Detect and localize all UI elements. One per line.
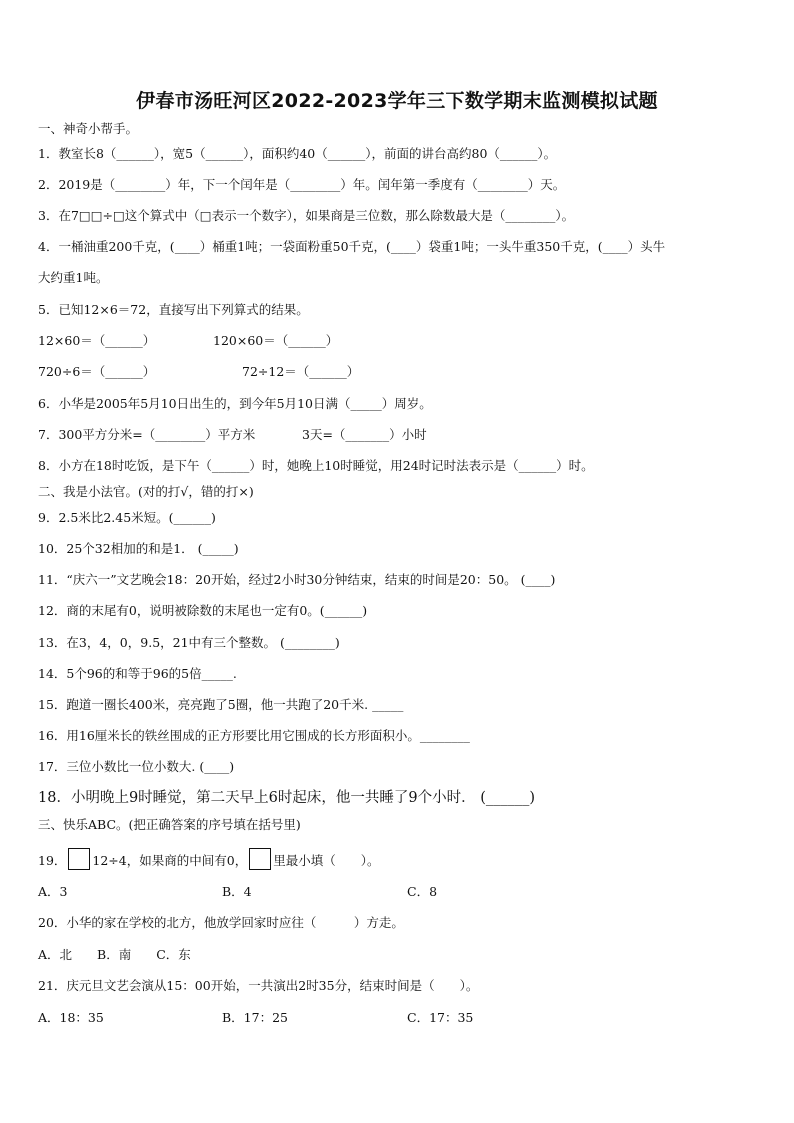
question-5-item-3: 720÷6＝（______） [38, 364, 156, 379]
question-17: 17．三位小数比一位小数大. (____) [38, 759, 235, 774]
question-2: 2．2019是（________）年，下一个闰年是（________）年。闰年第一季度有（________）天。 [38, 177, 566, 192]
question-19 [38, 848, 379, 870]
question-19-text-end: 里最小填（ ）。 [273, 853, 380, 868]
question-11: 11．“庆六一”文艺晚会18：20开始，经过2小时30分钟结束，结束的时间是20：50。 (____) [38, 572, 556, 587]
question-9: 9．2.5米比2.45米短。(______) [38, 510, 216, 525]
section-3-heading: 三、快乐ABC。(把正确答案的序号填在括号里) [38, 817, 301, 832]
question-8: 8．小方在18时吃饭，是下午（______）时，她晚上10时睡觉，用24时记时法表示是（______）时。 [38, 458, 594, 473]
section-2-heading: 二、我是小法官。(对的打√，错的打×) [38, 484, 254, 499]
question-19-text: 12÷4，如果商的中间有0， [92, 853, 248, 868]
question-5-item-4: 72÷12＝（______） [242, 364, 360, 379]
question-19-option-b: B．4 [222, 884, 252, 899]
question-19-number: 19． [38, 853, 67, 868]
question-18: 18．小明晚上9时睡觉，第二天早上6时起床，他一共睡了9个小时． (______) [38, 790, 536, 806]
question-21-option-a: A．18：35 [38, 1010, 104, 1025]
question-15: 15．跑道一圈长400米，亮亮跑了5圈，他一共跑了20千米. _____ [38, 697, 404, 712]
question-3: 3．在7□□÷□这个算式中（□表示一个数字），如果商是三位数，那么除数最大是（________）。 [38, 208, 575, 223]
question-12: 12．商的末尾有0，说明被除数的末尾也一定有0。(______) [38, 603, 368, 618]
answer-blank-box [249, 848, 271, 870]
question-20-options: A．北 B．南 C．东 [38, 947, 191, 962]
question-4-line-1: 4．一桶油重200千克，(____）桶重1吨；一袋面粉重50千克，(____）袋重1吨；一头牛重350千克，(____）头牛 [38, 239, 666, 254]
question-4-line-2: 大约重1吨。 [38, 270, 109, 285]
question-5: 5．已知12×6＝72，直接写出下列算式的结果。 [38, 302, 309, 317]
section-1-heading: 一、神奇小帮手。 [38, 121, 139, 136]
question-21: 21．庆元旦文艺会演从15：00开始，一共演出2时35分，结束时间是（ ）。 [38, 978, 479, 993]
question-1: 1．教室长8（______），宽5（______），面积约40（______），前面的讲台高约80（______）。 [38, 146, 557, 161]
question-5-item-2: 120×60＝（______） [213, 333, 339, 348]
question-21-option-c: C．17：35 [407, 1010, 474, 1025]
question-7-part-2: 3天=（_______）小时 [302, 427, 427, 442]
page-title: 伊春市汤旺河区2022-2023学年三下数学期末监测模拟试题 [136, 90, 658, 112]
question-16: 16．用16厘米长的铁丝围成的正方形要比用它围成的长方形面积小。________ [38, 728, 470, 743]
question-14: 14．5个96的和等于96的5倍_____. [38, 666, 237, 681]
question-19-option-c: C．8 [407, 884, 438, 899]
question-5-item-1: 12×60＝（______） [38, 333, 156, 348]
question-6: 6．小华是2005年5月10日出生的，到今年5月10日满（_____）周岁。 [38, 396, 432, 411]
answer-blank-box [68, 848, 90, 870]
question-7-part-1: 7．300平方分米=（________）平方米 [38, 427, 256, 442]
question-19-option-a: A．3 [38, 884, 68, 899]
question-13: 13．在3，4，0，9.5，21中有三个整数。 (________) [38, 635, 340, 650]
question-20: 20．小华的家在学校的北方，他放学回家时应往（ ）方走。 [38, 915, 404, 930]
question-21-option-b: B．17：25 [222, 1010, 288, 1025]
question-10: 10．25个32相加的和是1． (_____) [38, 541, 239, 556]
